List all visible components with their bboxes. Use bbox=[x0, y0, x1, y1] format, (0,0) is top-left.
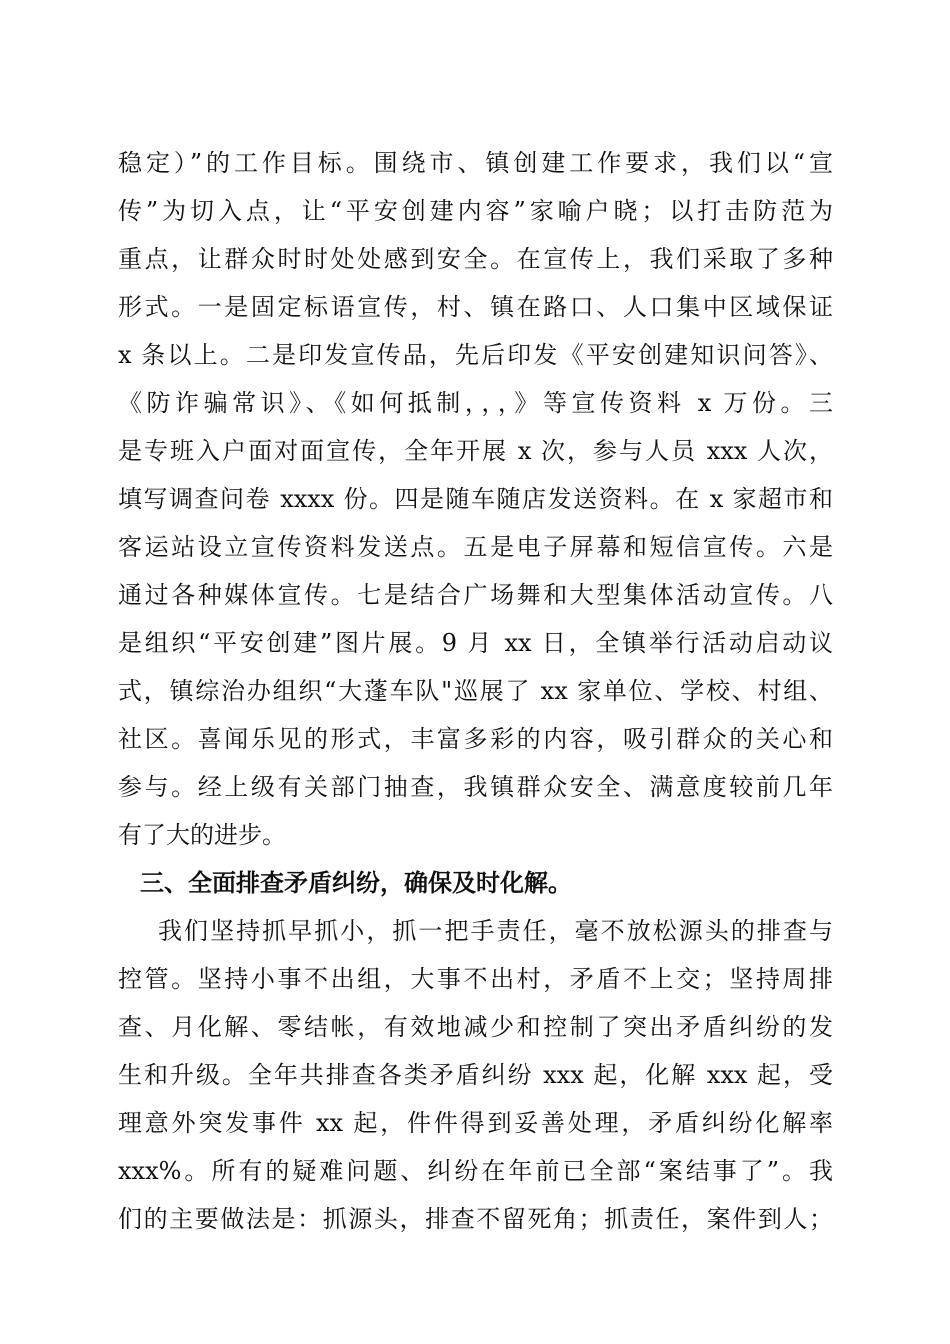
document-body bbox=[118, 139, 833, 1243]
text-line: 控管。坚持小事不出组，大事不出村，矛盾不上交；坚持周排 bbox=[118, 965, 833, 993]
text-line: 稳定）”的工作目标。围绕市、镇创建工作要求，我们以“宣 bbox=[118, 149, 833, 177]
paragraph-dispute-resolution bbox=[118, 907, 833, 1243]
text-line: 理意外突发事件 xx 起，件件得到妥善处理，矛盾纠纷化解率 bbox=[118, 1109, 833, 1137]
section-heading: 三、全面排查矛盾纠纷，确保及时化解。 bbox=[140, 869, 572, 897]
text-line: 我们坚持抓早抓小，抓一把手责任，毫不放松源头的排查与 bbox=[158, 917, 833, 945]
text-line: 参与。经上级有关部门抽查，我镇群众安全、满意度较前几年 bbox=[118, 773, 833, 801]
text-line: 是专班入户面对面宣传，全年开展 x 次，参与人员 xxx 人次， bbox=[118, 437, 833, 465]
text-line: 式，镇综治办组织“大蓬车队"巡展了 xx 家单位、学校、村组、 bbox=[118, 677, 833, 705]
text-line: 生和升级。全年共排查各类矛盾纠纷 xxx 起，化解 xxx 起，受 bbox=[118, 1061, 833, 1089]
text-line: 们的主要做法是：抓源头，排查不留死角；抓责任，案件到人； bbox=[118, 1205, 833, 1233]
paragraph-publicity bbox=[118, 139, 833, 859]
text-line: 查、月化解、零结帐，有效地减少和控制了突出矛盾纠纷的发 bbox=[118, 1013, 833, 1041]
text-line: 社区。喜闻乐见的形式，丰富多彩的内容，吸引群众的关心和 bbox=[118, 725, 833, 753]
text-line: x 条以上。二是印发宣传品，先后印发《平安创建知识问答》、 bbox=[118, 341, 833, 369]
text-line: 填写调查问卷 xxxx 份。四是随车随店发送资料。在 x 家超市和 bbox=[118, 485, 833, 513]
text-line: 形式。一是固定标语宣传，村、镇在路口、人口集中区域保证 bbox=[118, 293, 833, 321]
text-line: 客运站设立宣传资料发送点。五是电子屏幕和短信宣传。六是 bbox=[118, 533, 833, 561]
text-line: 是组织“平安创建”图片展。9 月 xx 日，全镇举行活动启动议 bbox=[118, 629, 833, 657]
text-line: xxx%。所有的疑难问题、纠纷在年前已全部“案结事了”。我 bbox=[118, 1157, 833, 1185]
text-line: 传”为切入点，让“平安创建内容”家喻户晓；以打击防范为 bbox=[118, 197, 833, 225]
text-line: 有了大的进步。 bbox=[118, 821, 286, 849]
text-line: 重点，让群众时时处处感到安全。在宣传上，我们采取了多种 bbox=[118, 245, 833, 273]
text-line: 通过各种媒体宣传。七是结合广场舞和大型集体活动宣传。八 bbox=[118, 581, 833, 609]
text-line: 《防诈骗常识》、《如何抵制，，，》等宣传资料 x 万份。三 bbox=[118, 389, 833, 417]
